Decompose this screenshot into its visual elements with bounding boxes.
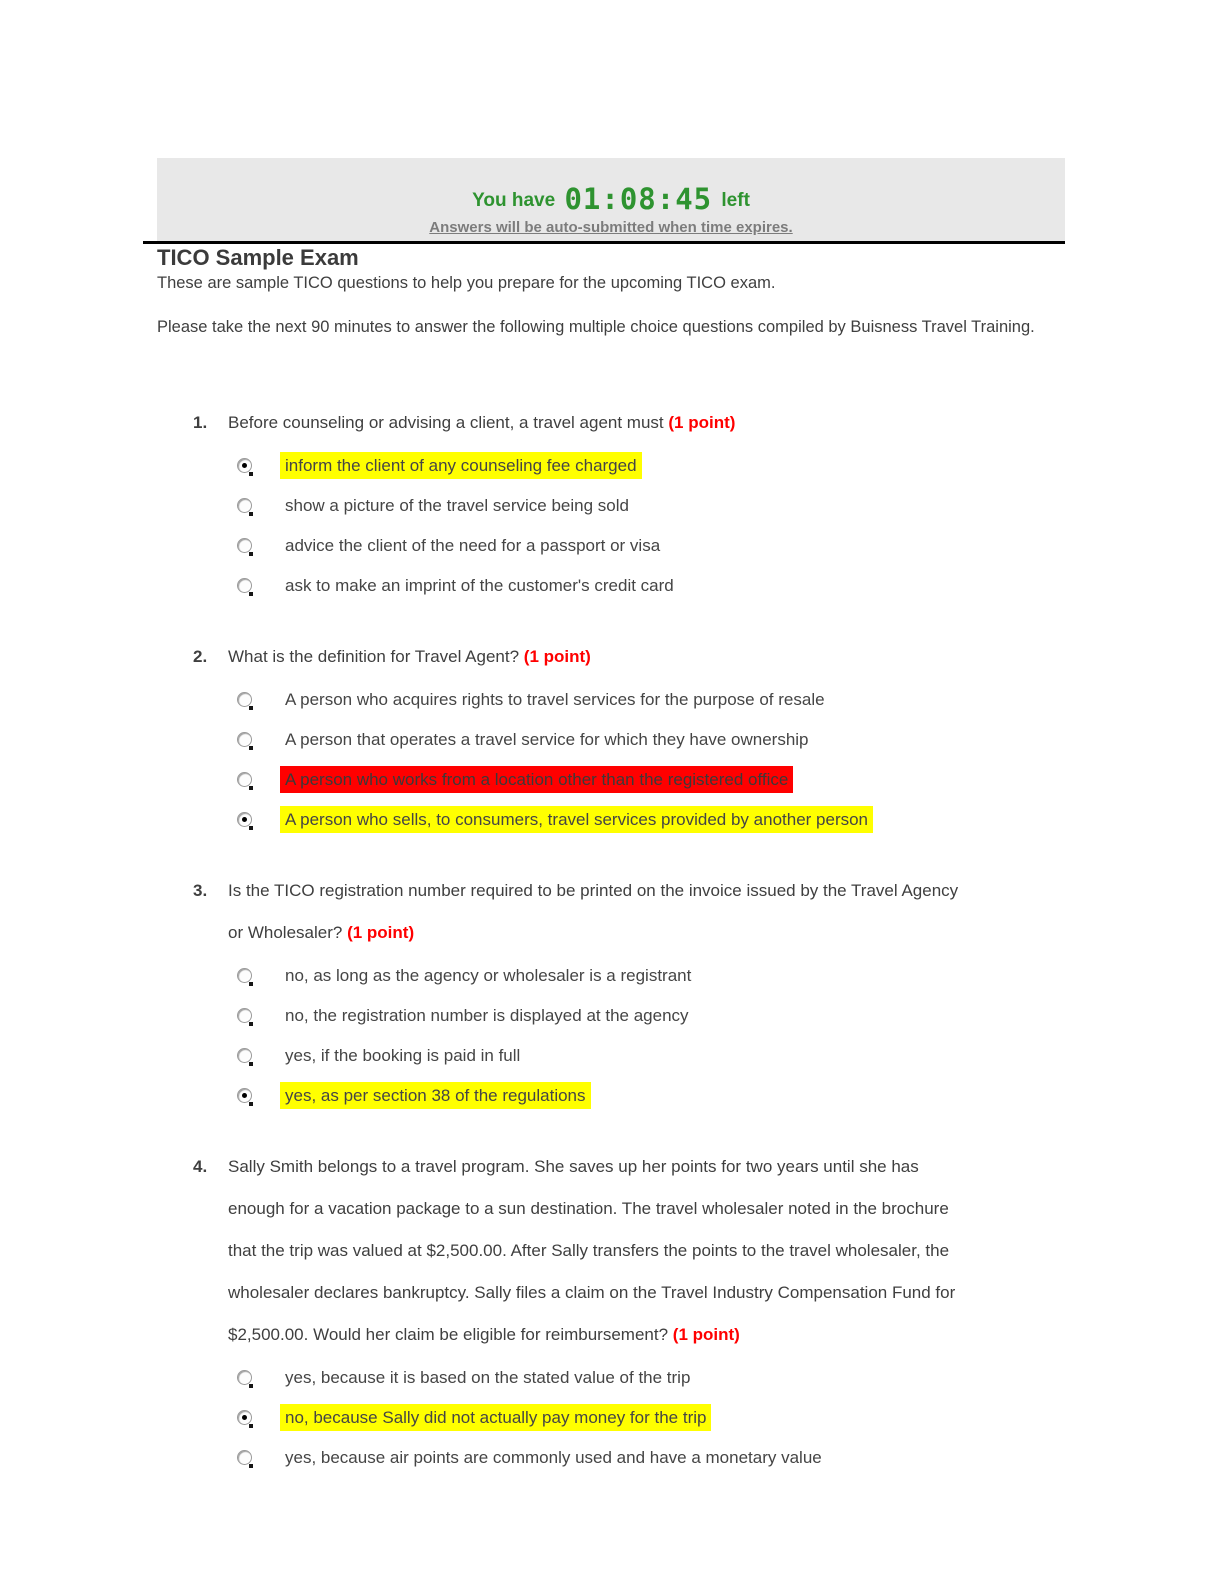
option-label[interactable]: no, as long as the agency or wholesaler is a registrant <box>285 965 692 985</box>
radio-button[interactable] <box>237 968 252 983</box>
radio-button[interactable] <box>237 772 252 787</box>
timer-countdown: 01:08:45 <box>564 182 713 216</box>
option-label[interactable]: yes, because it is based on the stated value of the trip <box>285 1367 691 1387</box>
radio-button[interactable] <box>237 578 252 593</box>
points-label: (1 point) <box>672 1325 740 1344</box>
options-group <box>228 1357 1065 1477</box>
answer-option[interactable] <box>228 1397 1065 1437</box>
answer-option[interactable] <box>228 995 1065 1035</box>
options-group <box>228 445 1065 605</box>
option-label[interactable]: show a picture of the travel service being sold <box>285 495 629 515</box>
option-label[interactable]: A person who sells, to consumers, travel services provided by another person <box>280 806 873 833</box>
answer-option[interactable] <box>228 445 1065 485</box>
question-number: 2. <box>193 647 208 666</box>
points-label: (1 point) <box>347 923 415 942</box>
question-body <box>228 402 973 444</box>
answer-option[interactable] <box>228 565 1065 605</box>
question-text: Before counseling or advising a client, a travel agent must <box>228 413 664 432</box>
answer-option[interactable] <box>228 1075 1065 1115</box>
answer-option[interactable] <box>228 1357 1065 1397</box>
answer-option[interactable] <box>228 1035 1065 1075</box>
points-label: (1 point) <box>523 647 591 666</box>
question-text: Is the TICO registration number required to be printed on the invoice issued by the Travel Agency or Wholesaler? <box>228 881 959 942</box>
answer-option[interactable] <box>228 759 1065 799</box>
radio-button[interactable] <box>237 1450 252 1465</box>
intro-paragraph-1: These are sample TICO questions to help you prepare for the upcoming TICO exam. <box>157 274 776 292</box>
radio-button[interactable] <box>237 1088 252 1103</box>
intro-paragraph-2: Please take the next 90 minutes to answer the following multiple choice questions compiled by Buisness Travel Training. <box>157 318 1035 336</box>
option-label[interactable]: inform the client of any counseling fee charged <box>280 452 642 479</box>
exam-page <box>157 158 1065 1477</box>
points-label: (1 point) <box>668 413 736 432</box>
radio-button[interactable] <box>237 812 252 827</box>
question-number: 3. <box>193 881 208 900</box>
question <box>157 870 1065 1115</box>
question-body <box>228 870 973 954</box>
answer-option[interactable] <box>228 1437 1065 1477</box>
radio-button[interactable] <box>237 1370 252 1385</box>
question-list <box>157 402 1065 1477</box>
question-number: 1. <box>193 413 208 432</box>
timer-prefix: You have <box>472 190 556 211</box>
radio-button[interactable] <box>237 1008 252 1023</box>
answer-option[interactable] <box>228 525 1065 565</box>
option-label[interactable]: yes, as per section 38 of the regulations <box>280 1082 591 1109</box>
radio-button[interactable] <box>237 538 252 553</box>
option-label[interactable]: ask to make an imprint of the customer's credit card <box>285 575 674 595</box>
answer-option[interactable] <box>228 799 1065 839</box>
option-label[interactable]: advice the client of the need for a passport or visa <box>285 535 661 555</box>
timer-suffix: left <box>721 190 750 211</box>
timer-banner <box>157 158 1065 241</box>
page-title: TICO Sample Exam <box>157 245 359 270</box>
divider-rule <box>143 241 1065 244</box>
question-body <box>228 1146 973 1356</box>
options-group <box>228 679 1065 839</box>
options-group <box>228 955 1065 1115</box>
radio-button[interactable] <box>237 692 252 707</box>
question-number: 4. <box>193 1157 208 1176</box>
question-body <box>228 636 973 678</box>
option-label[interactable]: A person that operates a travel service for which they have ownership <box>285 729 809 749</box>
answer-option[interactable] <box>228 955 1065 995</box>
question <box>157 636 1065 839</box>
radio-button[interactable] <box>237 732 252 747</box>
answer-option[interactable] <box>228 679 1065 719</box>
radio-button[interactable] <box>237 458 252 473</box>
answer-option[interactable] <box>228 719 1065 759</box>
option-label[interactable]: yes, because air points are commonly used and have a monetary value <box>285 1447 822 1467</box>
option-label[interactable]: A person who works from a location other than the registered office <box>280 766 793 793</box>
auto-submit-note: Answers will be auto-submitted when time expires. <box>429 219 793 236</box>
question <box>157 1146 1065 1477</box>
answer-option[interactable] <box>228 485 1065 525</box>
question-text: Sally Smith belongs to a travel program. She saves up her points for two years until she has enough for a vacation package to a sun destination. The travel wholesaler noted in the brochure that the trip was valued at $2,500.00. After Sally transfers the points to the travel wholesaler, the wholesaler declares bankruptcy. Sally files a claim on the Travel Industry Compensation Fund for $2,500.00. Would her claim be eligible for reimbursement? <box>228 1157 956 1344</box>
radio-button[interactable] <box>237 1410 252 1425</box>
question-text: What is the definition for Travel Agent? <box>228 647 520 666</box>
question <box>157 402 1065 605</box>
radio-button[interactable] <box>237 498 252 513</box>
radio-button[interactable] <box>237 1048 252 1063</box>
option-label[interactable]: no, the registration number is displayed at the agency <box>285 1005 689 1025</box>
option-label[interactable]: no, because Sally did not actually pay money for the trip <box>280 1404 711 1431</box>
option-label[interactable]: yes, if the booking is paid in full <box>285 1045 521 1065</box>
timer-text <box>157 184 1065 216</box>
option-label[interactable]: A person who acquires rights to travel services for the purpose of resale <box>285 689 825 709</box>
